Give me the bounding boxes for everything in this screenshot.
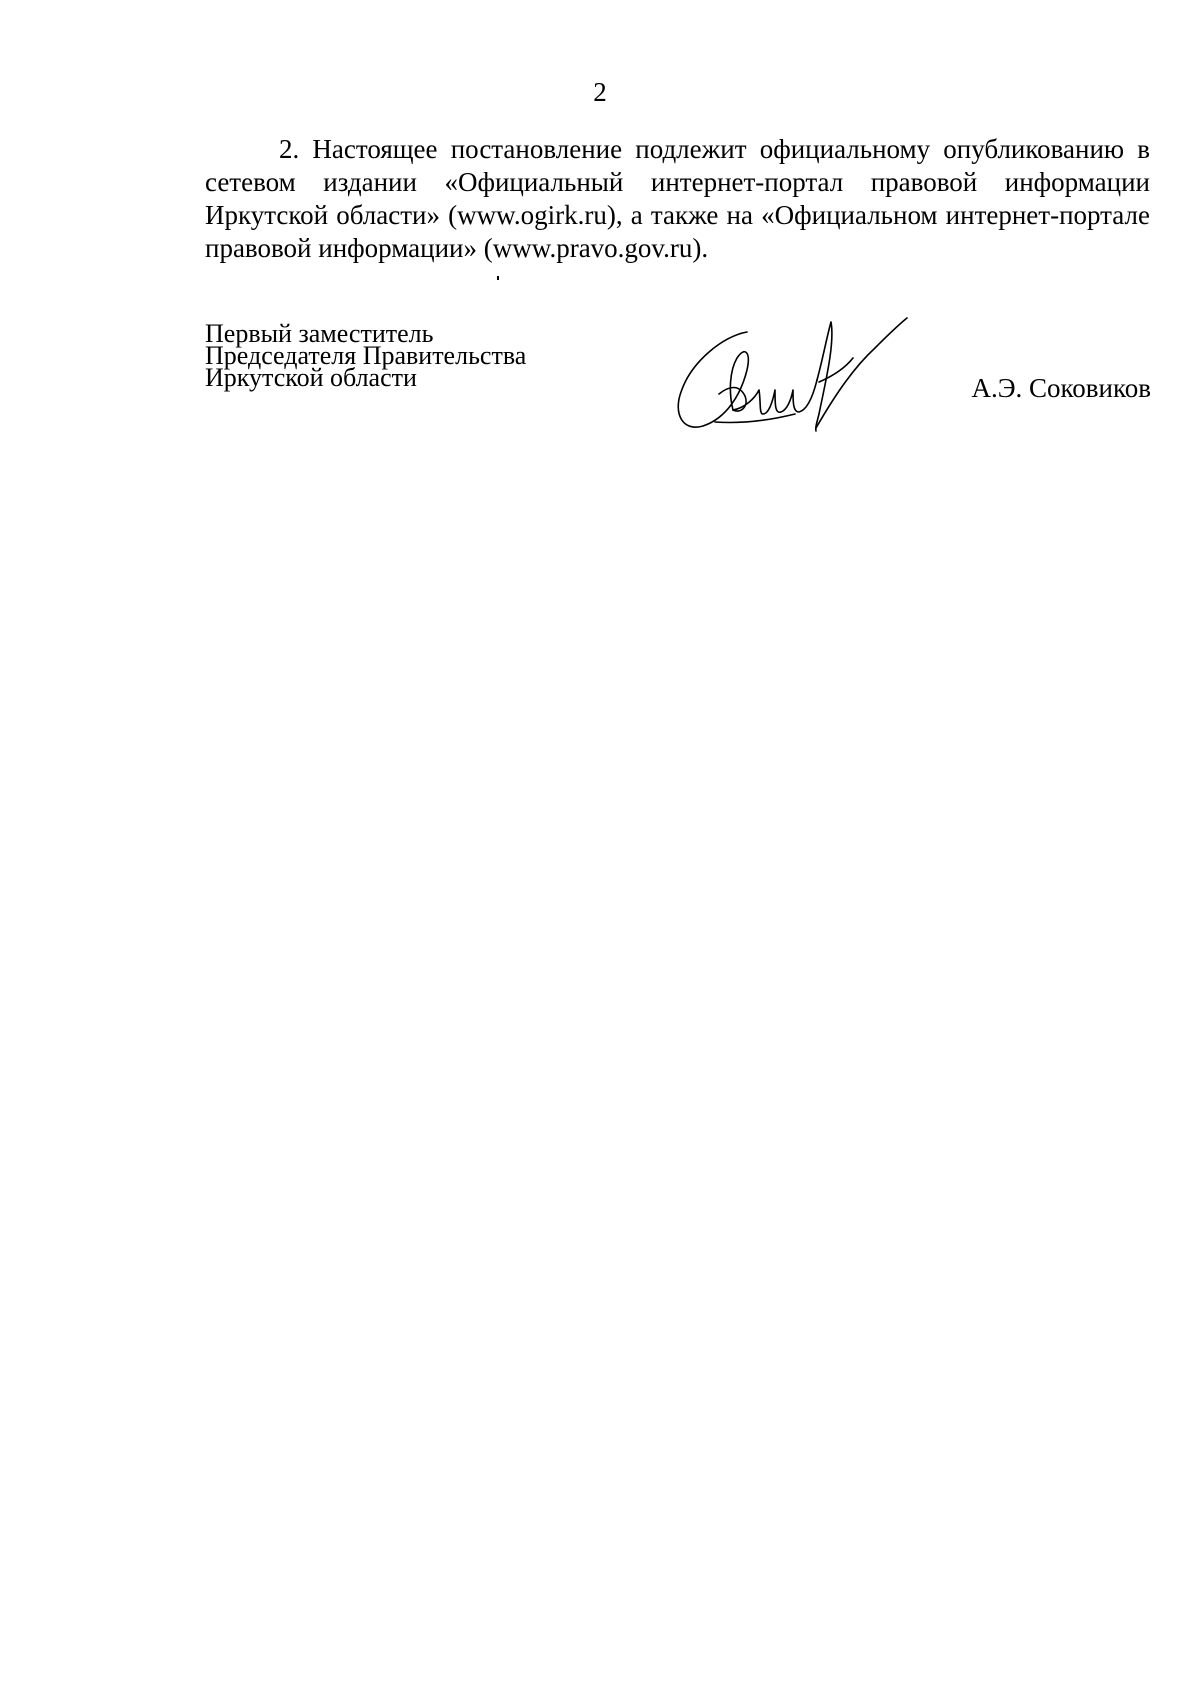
handwritten-signature xyxy=(675,310,915,440)
page-number: 2 xyxy=(593,77,607,107)
scan-speck xyxy=(497,276,499,280)
signatory-title-line: Председателя Правительства xyxy=(205,341,527,370)
signatory-title-block xyxy=(205,319,527,392)
body-paragraph: 2. Настоящее постановление подлежит официальному опубликованию в сетевом издании «Официальный интернет-портал правовой информации Иркутской области» (www.ogirk.ru), а также на «Официальном интернет-портале правовой информации» (www.pravo.gov.ru). xyxy=(205,134,1150,263)
signatory-title-line: Иркутской области xyxy=(205,363,417,392)
signatory-name: А.Э. Соковиков xyxy=(971,373,1151,403)
signatory-title-line: Первый заместитель xyxy=(205,319,434,348)
